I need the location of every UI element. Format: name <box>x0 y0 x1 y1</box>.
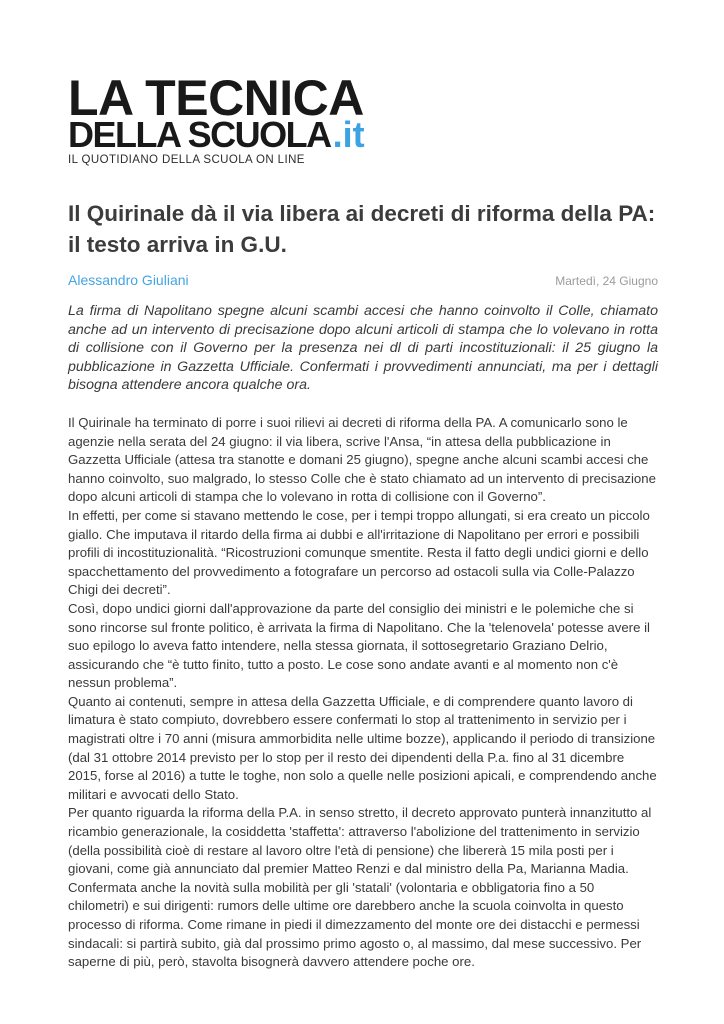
logo-tagline: IL QUOTIDIANO DELLA SCUOLA ON LINE <box>68 154 305 166</box>
article-date: Martedì, 24 Giugno <box>555 274 658 288</box>
article-body <box>68 414 658 972</box>
article-paragraph: Così, dopo undici giorni dall'approvazione da parte del consiglio dei ministri e le polemiche che si sono rincorse sul fronte politico, è arrivata la firma di Napolitano. Che la 'telenovela' potesse avere il suo epilogo lo aveva fatto intendere, nella stessa giornata, il sottosegretario Graziano Delrio, assicurando che “è tutto finito, tutto a posto. Le cose sono andate avanti e al momento non c'è nessun problema”. <box>68 600 650 691</box>
logo-line-2 <box>68 114 658 155</box>
article-paragraph: Confermata anche la novità sulla mobilità per gli 'statali' (volontaria e obbligatoria fino a 50 chilometri) e sui dirigenti: rumors delle ultime ore darebbero anche la scuola coinvolta in questo processo di riforma. Come rimane in piedi il dimezzamento del monte ore dei distacchi e permessi sindacali: si partirà subito, già dal prossimo primo agosto o, al massimo, dal mese successivo. Per saperne di più, però, stavolta bisognerà davvero attendere poche ore. <box>68 879 642 970</box>
article-page <box>68 0 658 972</box>
page-title: Il Quirinale dà il via libera ai decreti di riforma della PA: il testo arriva in G.U. <box>68 201 656 257</box>
article-paragraph: Il Quirinale ha terminato di porre i suoi rilievi ai decreti di riforma della PA. A comunicarlo sono le agenzie nella serata del 24 giugno: il via libera, scrive l'Ansa, “in attesa della pubblicazione in Gazzetta Ufficiale (attesa tra stanotte e domani 25 giugno), spegne anche alcuni scambi accesi che hanno coinvolto, suo malgrado, lo stesso Colle che è stato chiamato ad un intervento di precisazione dopo alcuni articoli di stampa che lo volevano in rotta di collisione con il Governo”. <box>68 414 656 505</box>
logo-domain-suffix: .it <box>332 114 365 155</box>
author-link[interactable]: Alessandro Giuliani <box>68 272 189 288</box>
article-paragraph: In effetti, per come si stavano mettendo le cose, per i tempi troppo allungati, si era creato un piccolo giallo. Che imputava il ritardo della firma ai dubbi e all'irritazione di Napolitano per errori e possibili profili di incostituzionalità. “Ricostruzioni comunque smentite. Resta il fatto degli undici giorni e dello spacchettamento del provvedimento a fotografare un percorso ad ostacoli sulla via Colle-Palazzo Chigi dei decreti”. <box>68 507 650 598</box>
logo-line-2-text: DELLA SCUOLA <box>68 114 331 155</box>
site-header <box>68 70 658 167</box>
logo-line-1: LA TECNICA <box>68 70 364 126</box>
byline-row <box>68 272 658 288</box>
article-paragraph: Quanto ai contenuti, sempre in attesa della Gazzetta Ufficiale, e di comprendere quanto lavoro di limatura è stato compiuto, dovrebbero essere confermati lo stop al trattenimento in servizio per i magistrati oltre i 70 anni (misura ammorbidita nelle ultime bozze), applicando il periodo di transizione (dal 31 ottobre 2014 previsto per lo stop per il resto dei dipendenti della P.a. fino al 31 dicembre 2015, forse al 2016) a tutte le toghe, non solo a quelle nelle posizioni apicali, e comprendendo anche militari e avvocati dello Stato. <box>68 693 657 802</box>
article-lede: La firma di Napolitano spegne alcuni scambi accesi che hanno coinvolto il Colle, chiamato anche ad un intervento di precisazione dopo alcuni articoli di stampa che lo volevano in rotta di collisione con il Governo per la presenza nei dl di parti incostituzionali: il 25 giugno la pubblicazione in Gazzetta Ufficiale. Confermati i provvedimenti annunciati, ma per i dettagli bisogna attendere ancora qualche ora. <box>68 303 658 394</box>
article-paragraph: Per quanto riguarda la riforma della P.A. in senso stretto, il decreto approvato punterà innanzitutto al ricambio generazionale, la cosiddetta 'staffetta': attraverso l'abolizione del trattenimento in servizio (della possibilità cioè di restare al lavoro oltre l'età di pensione) che libererà 15 mila posti per i giovani, come già annunciato dal premier Matteo Renzi e dal ministro della Pa, Marianna Madia. <box>68 805 652 877</box>
site-logo[interactable] <box>68 70 658 167</box>
